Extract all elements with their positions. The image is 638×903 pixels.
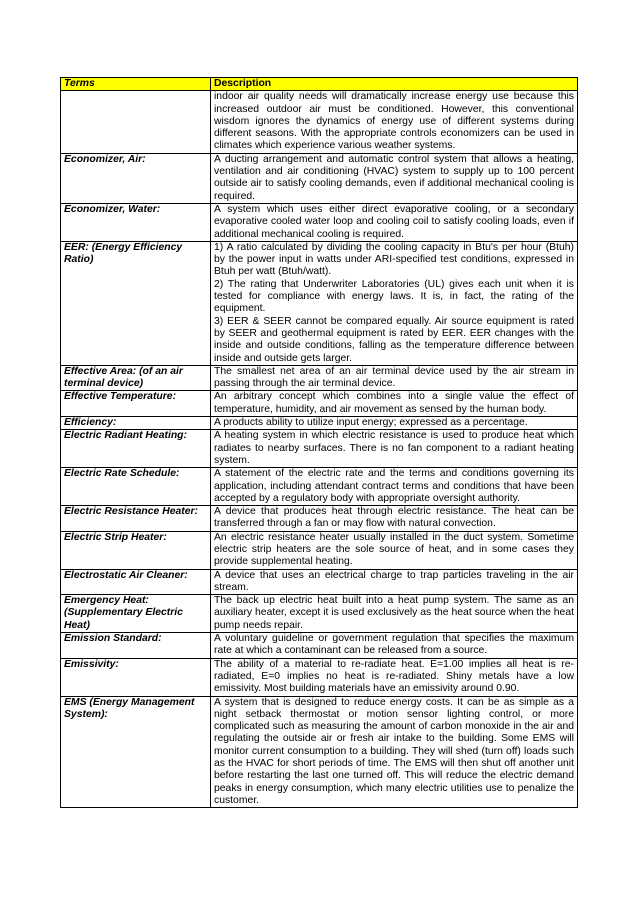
description-paragraph: A statement of the electric rate and the terms and conditions governing its application, including attendant contract terms and conditions that have been accepted by a regulatory body with appropriate oversight authority. [214, 468, 574, 504]
table-row [61, 430, 578, 468]
description-paragraph: A device that uses an electrical charge to trap particles traveling in the air stream. [214, 569, 574, 593]
glossary-body [61, 91, 578, 808]
description-paragraph: 1) A ratio calculated by dividing the cooling capacity in Btu's per hour (Btuh) by the power input in watts under ARI-specified test conditions, expressed in Btuh per watt (Btuh/watt). [214, 241, 574, 278]
description-paragraph: The back up electric heat built into a heat pump system. The same as an auxiliary heater, except it is used exclusively as the heat source when the heat pump needs repair. [214, 595, 574, 631]
description-paragraph: An electric resistance heater usually installed in the duct system. Sometime electric strip heaters are the sole source of heat, and in some cases they provide supplemental heating. [214, 531, 574, 568]
description-cell [211, 91, 578, 153]
header-row [61, 78, 578, 91]
term-cell: Effective Temperature: [61, 391, 211, 417]
description-paragraph: A system that is designed to reduce energy costs. It can be as simple as a night setback thermostat or motion sensor lighting control, or more complicated such as measuring the amount of carbon monoxide in the air and regulating the outside air or fresh air intake to the building. Some EMS will monitor current consumption to a building. They will shed (turn off) loads such as the HVAC for short periods of time. The EMS will then shut off another unit before restarting the last one turned off. This will reduce the electric demand peaks in energy consumption, which many electric utilities use to penalize the customer. [214, 696, 574, 806]
table-row [61, 241, 578, 365]
description-cell [211, 241, 578, 365]
description-paragraph: A device that produces heat through electric resistance. The heat can be transferred through a fan or may flow with natural convection. [214, 506, 574, 530]
term-cell: Electric Strip Heater: [61, 531, 211, 569]
description-paragraph: A products ability to utilize input energy; expressed as a percentage. [214, 417, 528, 429]
table-row [61, 658, 578, 696]
description-cell [211, 468, 578, 506]
term-cell: Effective Area: (of an air terminal device) [61, 365, 211, 391]
table-row [61, 365, 578, 391]
glossary-table [60, 77, 578, 808]
term-cell: EER: (Energy Efficiency Ratio) [61, 241, 211, 365]
term-cell: Emissivity: [61, 658, 211, 696]
table-row [61, 633, 578, 659]
description-cell [211, 391, 578, 417]
table-row [61, 595, 578, 633]
term-cell: EMS (Energy Management System): [61, 696, 211, 808]
description-paragraph: A system which uses either direct evaporative cooling, or a secondary evaporative cooled water loop and cooling coil to satisfy cooling loads, even if additional mechanical cooling is required. [214, 203, 574, 240]
term-cell: Electric Rate Schedule: [61, 468, 211, 506]
term-cell: Emergency Heat: (Supplementary Electric Heat) [61, 595, 211, 633]
description-cell [211, 365, 578, 391]
term-cell: Electric Radiant Heating: [61, 430, 211, 468]
term-cell: Efficiency: [61, 417, 211, 430]
description-cell [211, 417, 578, 430]
description-paragraph: The ability of a material to re-radiate heat. E=1.00 implies all heat is re-radiated, E=0 implies no heat is re-radiated. Shiny metals have a low emissivity. Most building materials have an emissivity around 0.90. [214, 658, 574, 695]
table-row [61, 91, 578, 153]
description-cell [211, 696, 578, 808]
term-cell [61, 91, 211, 153]
term-cell: Economizer, Water: [61, 203, 211, 241]
description-paragraph: The smallest net area of an air terminal device used by the air stream in passing through the air terminal device. [214, 365, 574, 390]
description-paragraph: A voluntary guideline or government regulation that specifies the maximum rate at which a contaminant can be released from a source. [214, 633, 574, 657]
table-row [61, 203, 578, 241]
description-cell [211, 153, 578, 203]
description-paragraph: A heating system in which electric resistance is used to produce heat which radiates to nearby surfaces. There is no fan component to a radiant heating system. [214, 430, 574, 466]
header-terms: Terms [61, 78, 211, 91]
header-description: Description [211, 78, 578, 91]
description-paragraph: 2) The rating that Underwriter Laboratories (UL) gives each unit when it is tested for compliance with energy laws. It is, in fact, the rating of the equipment. [214, 278, 574, 315]
table-row [61, 391, 578, 417]
description-cell [211, 430, 578, 468]
description-cell [211, 658, 578, 696]
description-paragraph: indoor air quality needs will dramatically increase energy use because this increased outdoor air must be conditioned. However, this conventional wisdom ignores the dynamics of energy use of different systems during different seasons. With the appropriate controls economizers can be used in climates which experience various weather systems. [214, 91, 574, 152]
table-row [61, 531, 578, 569]
description-paragraph: A ducting arrangement and automatic control system that allows a heating, ventilation and air conditioning (HVAC) system to supply up to 100 percent outside air to satisfy cooling demands, even if additional mechanical cooling is required. [214, 153, 574, 202]
table-row [61, 569, 578, 595]
description-cell [211, 633, 578, 659]
description-cell [211, 595, 578, 633]
term-cell: Electric Resistance Heater: [61, 506, 211, 532]
description-cell [211, 203, 578, 241]
table-row [61, 468, 578, 506]
description-paragraph: An arbitrary concept which combines into a single value the effect of temperature, humidity, and air movement as sensed by the human body. [214, 391, 574, 415]
term-cell: Emission Standard: [61, 633, 211, 659]
description-cell [211, 506, 578, 532]
term-cell: Economizer, Air: [61, 153, 211, 203]
table-row [61, 506, 578, 532]
description-cell [211, 569, 578, 595]
table-row [61, 696, 578, 808]
table-row [61, 153, 578, 203]
description-paragraph: 3) EER & SEER cannot be compared equally. Air source equipment is rated by SEER and geothermal equipment is rated by EER. EER changes with the inside and outside conditions, falling as the temperature difference between inside and outside gets larger. [214, 315, 574, 364]
table-row [61, 417, 578, 430]
description-cell [211, 531, 578, 569]
term-cell: Electrostatic Air Cleaner: [61, 569, 211, 595]
